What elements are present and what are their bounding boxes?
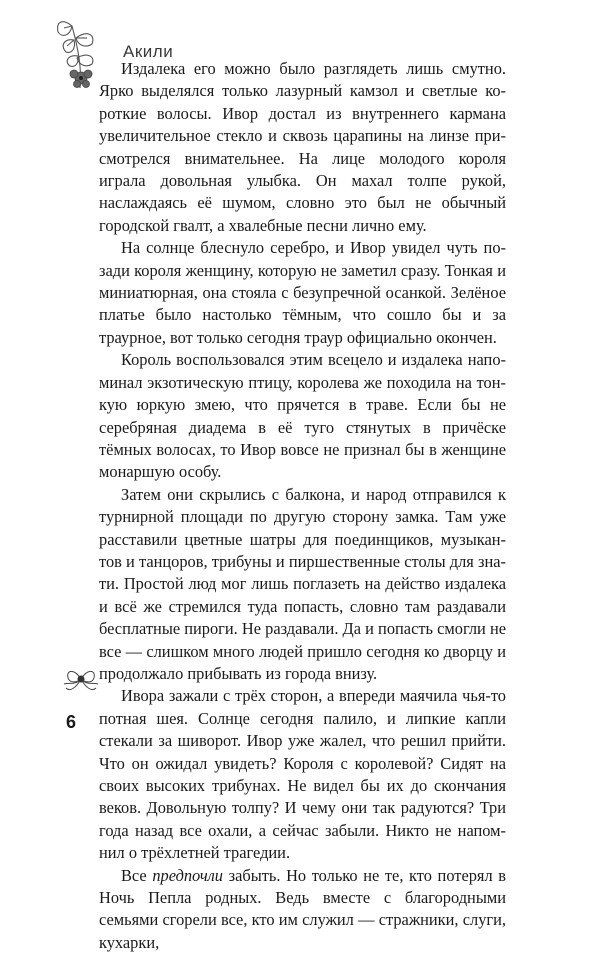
paragraph [99,865,506,954]
paragraph: Ивора зажали с трёх сторон, а впереди маячила чья-то потная шея. Солнце сегодня палило, и липкие капли стекали за шиворот. Ивор уже жалел, что решил прийти. Что он ожидал увидеть? Короля с королевой? Сидят на своих высоких трибунах. Не видел бы их до скончания веков. Довольную толпу? И чему они так радуются? Три года назад все охали, а сейчас забыли. Никто не напомнил о трёхлетней трагедии. [99,686,506,863]
paragraph-text-start: Все [121,865,153,885]
paragraph: Затем они скрылись с балкона, и народ отправился к турнирной площади по другую сторону замка. Там уже расставили цветные шатры для поединщиков, музыкантов и танцоров, трибуны и пиршественные столы для знати. Простой люд мог лишь поглазеть на действо издалека и всё же стремился туда попасть, словно там раздавали бесплатные пироги. Не раздавали. Да и попасть смогли не все — слишком много людей пришло сегодня ко дворцу и продолжало прибывать из города внизу. [99,484,506,683]
page-number: 6 [66,712,77,732]
emphasized-word: предпочли [152,865,223,885]
flower-ornament-icon [62,664,100,694]
paragraph: Король воспользовался этим всецело и издалека напоминал экзотическую птицу, королева же походила на тонкую юркую змею, что прячется в траве. Если бы не серебряная диадема в её туго стянутых в причёске тёмных волосах, то Ивор вовсе не признал бы в женщине монаршую особу. [99,350,506,482]
paragraph: На солнце блеснуло серебро, и Ивор увидел чуть позади короля женщину, которую не заметил сразу. Тонкая и миниатюрная, она стояла с безупречной осанкой. Зелёное платье было настолько тёмным, что сошло бы и за траурное, вот только сегодня траур официально окончен. [99,238,506,347]
body-text [99,58,506,954]
running-title: Акили [123,42,174,61]
paragraph-text-end: забыть. Но только не те, кто потерял в Ночь Пепла родных. Ведь вместе с благородными семьями сгорели все, кто им служил — стражники, слуги, кухарки, [99,865,507,952]
paragraph: Издалека его можно было разглядеть лишь смутно. Ярко выделялся только лазурный камзол и светлые короткие волосы. Ивор достал из внутреннего кармана увеличительное стекло и сквозь царапины на линзе присмотрелся внимательнее. На лице молодого короля играла довольная улыбка. Он махал толпе рукой, наслаждаясь её шумом, словно это был не обычный городской гвалт, а хвалебные песни лично ему. [99,59,506,235]
